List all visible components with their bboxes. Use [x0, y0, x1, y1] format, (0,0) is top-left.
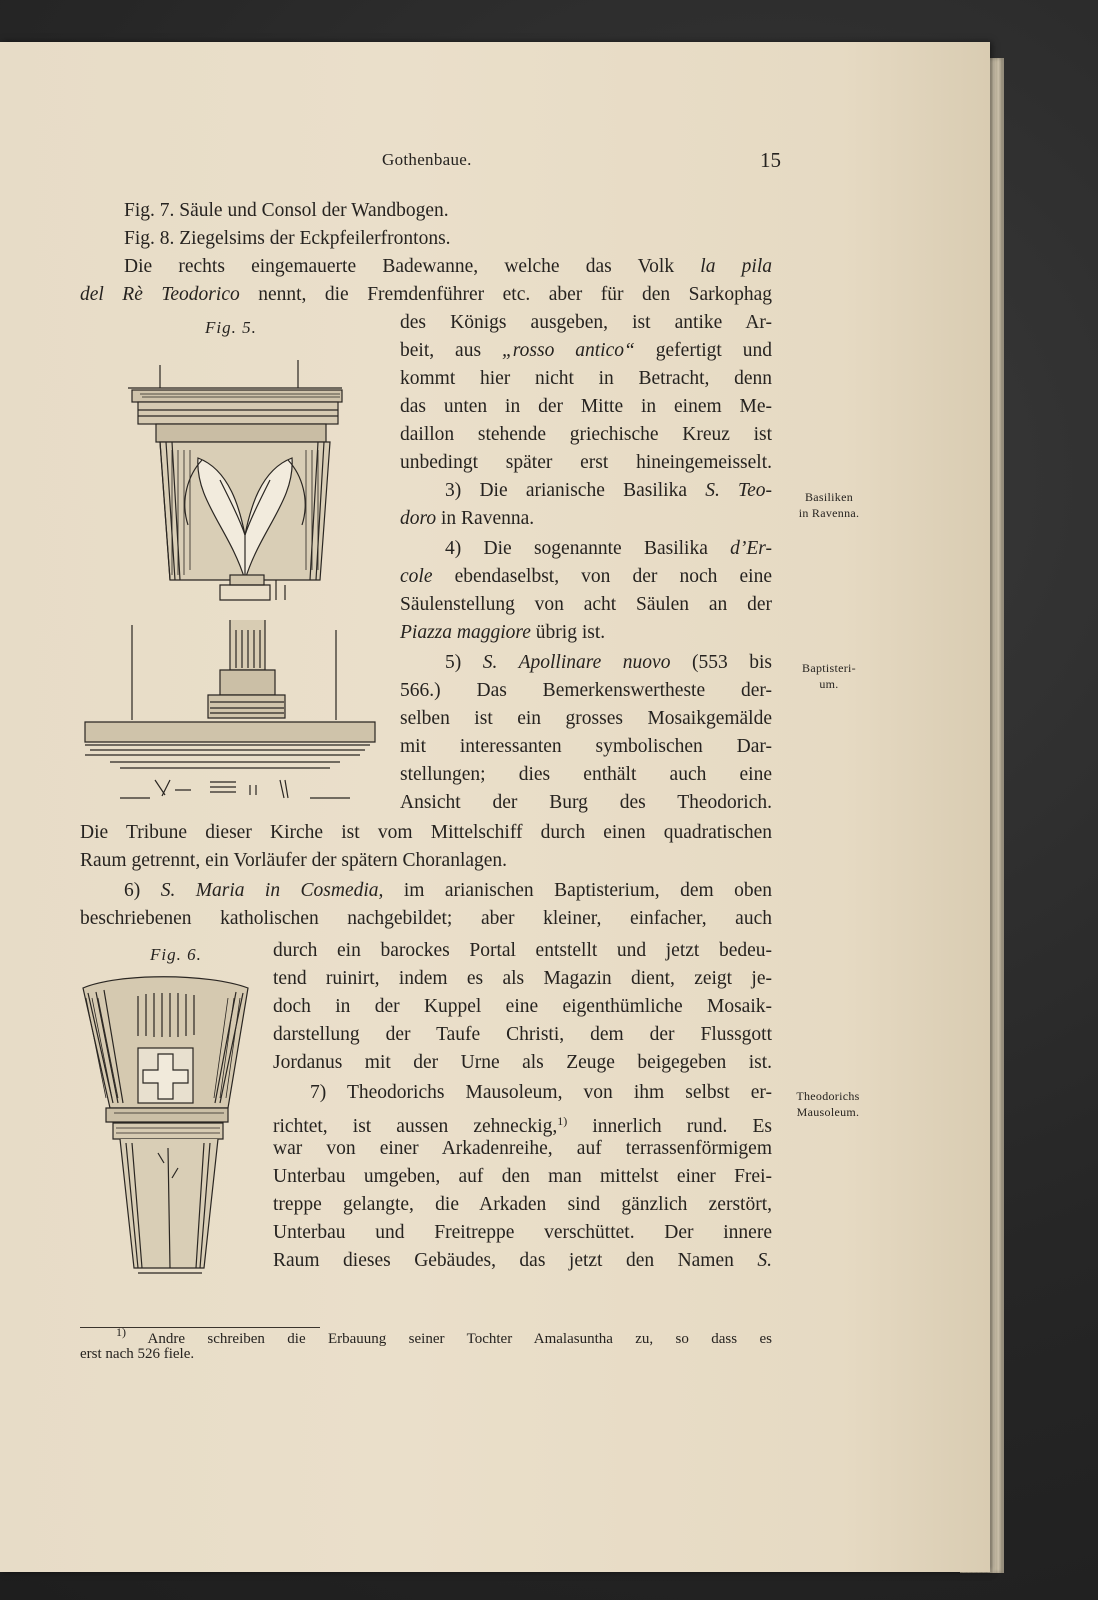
text-line: 6) S. Maria in Cosmedia, im arianischen Baptisterium, dem oben: [124, 880, 773, 901]
text-line: doch in der Kuppel eine eigenthümliche Mosaik-: [273, 996, 772, 1017]
fig6-capital-illustration: [78, 968, 258, 1278]
text-line: 7) Theodorichs Mausoleum, von ihm selbst er-: [310, 1082, 772, 1103]
text-line: del Rè Teodorico nennt, die Fremdenführer etc. aber für den Sarkophag: [80, 284, 773, 305]
text-line: das unten in der Mitte in einem Me-: [400, 396, 772, 417]
text-line: mit interessanten symbolischen Dar-: [400, 736, 772, 757]
text-line: Raum dieses Gebäudes, das jetzt den Namen S.: [273, 1250, 772, 1271]
text-line: richtet, ist aussen zehneckig,$^{1)}$ innerlich rund. Es: [273, 1114, 772, 1137]
text-line: kommt hier nicht in Betracht, denn: [400, 368, 772, 389]
text-line: Fig. 8. Ziegelsims der Eckpfeilerfrontons.: [124, 228, 451, 249]
text-line: Die rechts eingemauerte Badewanne, welche das Volk la pila: [124, 256, 772, 277]
text-line: tend ruinirt, indem es als Magazin dient, zeigt je-: [273, 968, 772, 989]
text-line: Unterbau umgeben, auf den man mittelst einer Frei-: [273, 1166, 772, 1187]
text-line: stellungen; dies enthält auch eine: [400, 764, 772, 785]
page-number: 15: [760, 148, 781, 172]
text-line: Piazza maggiore übrig ist.: [400, 622, 606, 643]
text-line: des Königs ausgeben, ist antike Ar-: [400, 312, 772, 333]
text-line: 566.) Das Bemerkenswertheste der-: [400, 680, 772, 701]
text-line: beit, aus „rosso antico“ gefertigt und: [400, 340, 772, 361]
text-line: Unterbau und Freitreppe verschüttet. Der innere: [273, 1222, 772, 1243]
text-line: Raum getrennt, ein Vorläufer der spätern Choranlagen.: [80, 850, 508, 871]
fig5-caption: Fig. 5.: [205, 318, 257, 337]
text-line: Die Tribune dieser Kirche ist vom Mittelschiff durch einen quadratischen: [80, 822, 772, 843]
running-title: Gothenbaue.: [382, 150, 472, 169]
marginal-note-baptisterium: Baptisteri- um.: [802, 661, 856, 691]
text-line: Säulenstellung von acht Säulen an der: [400, 594, 772, 615]
text-line: 4) Die sogenannte Basilika d’Er-: [445, 538, 772, 559]
text-line: treppe gelangte, die Arkaden sind gänzlich zerstört,: [273, 1194, 772, 1215]
text-line: 5) S. Apollinare nuovo (553 bis: [445, 652, 773, 673]
fig6-caption: Fig. 6.: [150, 945, 202, 964]
text-line: 3) Die arianische Basilika S. Teo-: [445, 480, 772, 501]
text-line: cole ebendaselbst, von der noch eine: [400, 566, 772, 587]
fig5-capital-illustration: [80, 350, 380, 810]
text-line: war von einer Arkadenreihe, auf terrassenförmigem: [273, 1138, 772, 1159]
page-header: [0, 150, 1098, 176]
text-line: doro in Ravenna.: [400, 508, 535, 529]
text-line: Jordanus mit der Urne als Zeuge beigegeben ist.: [273, 1052, 772, 1073]
footnote-line: $^{1)}$ Andre schreiben die Erbauung seiner Tochter Amalasuntha zu, so dass es: [116, 1325, 772, 1347]
marginal-note-basiliken: Basiliken in Ravenna.: [798, 490, 860, 520]
text-line: Ansicht der Burg des Theodorich.: [400, 792, 772, 813]
text-line: unbedingt später erst hineingemeisselt.: [400, 452, 772, 473]
marginal-note-mausoleum: Theodorichs Mausoleum.: [796, 1089, 860, 1119]
text-line: durch ein barockes Portal entstellt und jetzt bedeu-: [273, 940, 772, 961]
text-line: selben ist ein grosses Mosaikgemälde: [400, 708, 772, 729]
text-line: darstellung der Taufe Christi, dem der Flussgott: [273, 1024, 772, 1045]
footnote-line: erst nach 526 fiele.: [80, 1346, 195, 1362]
text-line: Fig. 7. Säule und Consol der Wandbogen.: [124, 200, 449, 221]
text-line: daillon stehende griechische Kreuz ist: [400, 424, 772, 445]
text-line: beschriebenen katholischen nachgebildet; aber kleiner, einfacher, auch: [80, 908, 772, 929]
